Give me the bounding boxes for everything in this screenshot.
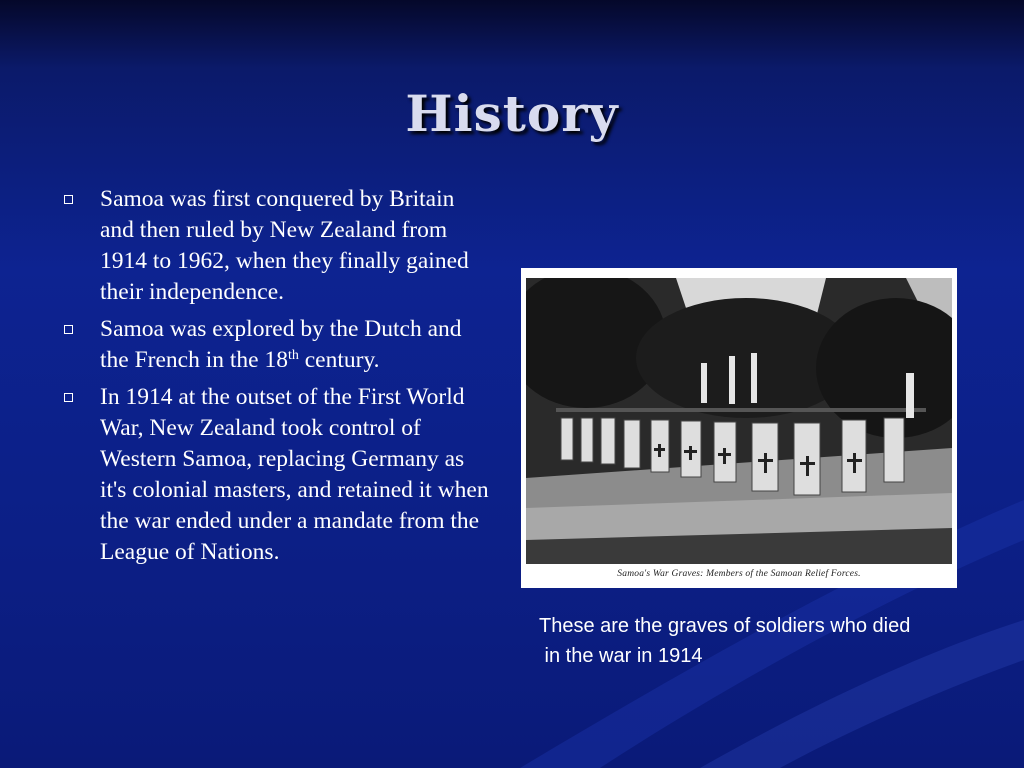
bullet-item	[62, 382, 492, 568]
superscript: th	[287, 348, 299, 363]
image-caption	[539, 611, 1024, 671]
photo-caption: Samoa's War Graves: Members of the Samoan Relief Forces.	[617, 569, 861, 579]
slide-title: History	[405, 84, 619, 143]
bullet-text: Samoa was explored by the Dutch and the French in the 18	[100, 316, 462, 373]
bullet-item	[62, 184, 492, 308]
bullet-text: Samoa was first conquered by Britain and then ruled by New Zealand from 1914 to 1962, when they finally gained their independence.	[100, 186, 469, 305]
bullet-text-end: century.	[298, 347, 380, 373]
caption-line-2: in the war in 1914	[539, 645, 703, 667]
caption-line-1: These are the graves of soldiers who died	[539, 615, 911, 637]
bullet-list	[62, 184, 492, 574]
bullet-item	[62, 314, 492, 376]
graves-image	[526, 278, 952, 564]
war-graves-photo	[521, 268, 957, 588]
square-bullet-icon	[64, 393, 73, 402]
bullet-text: In 1914 at the outset of the First World War, New Zealand took control of Western Samoa, replacing Germany as it's colonial masters, and retained it when the war ended under a mandate from the League of Nations.	[100, 384, 489, 565]
square-bullet-icon	[64, 195, 73, 204]
square-bullet-icon	[64, 325, 73, 334]
